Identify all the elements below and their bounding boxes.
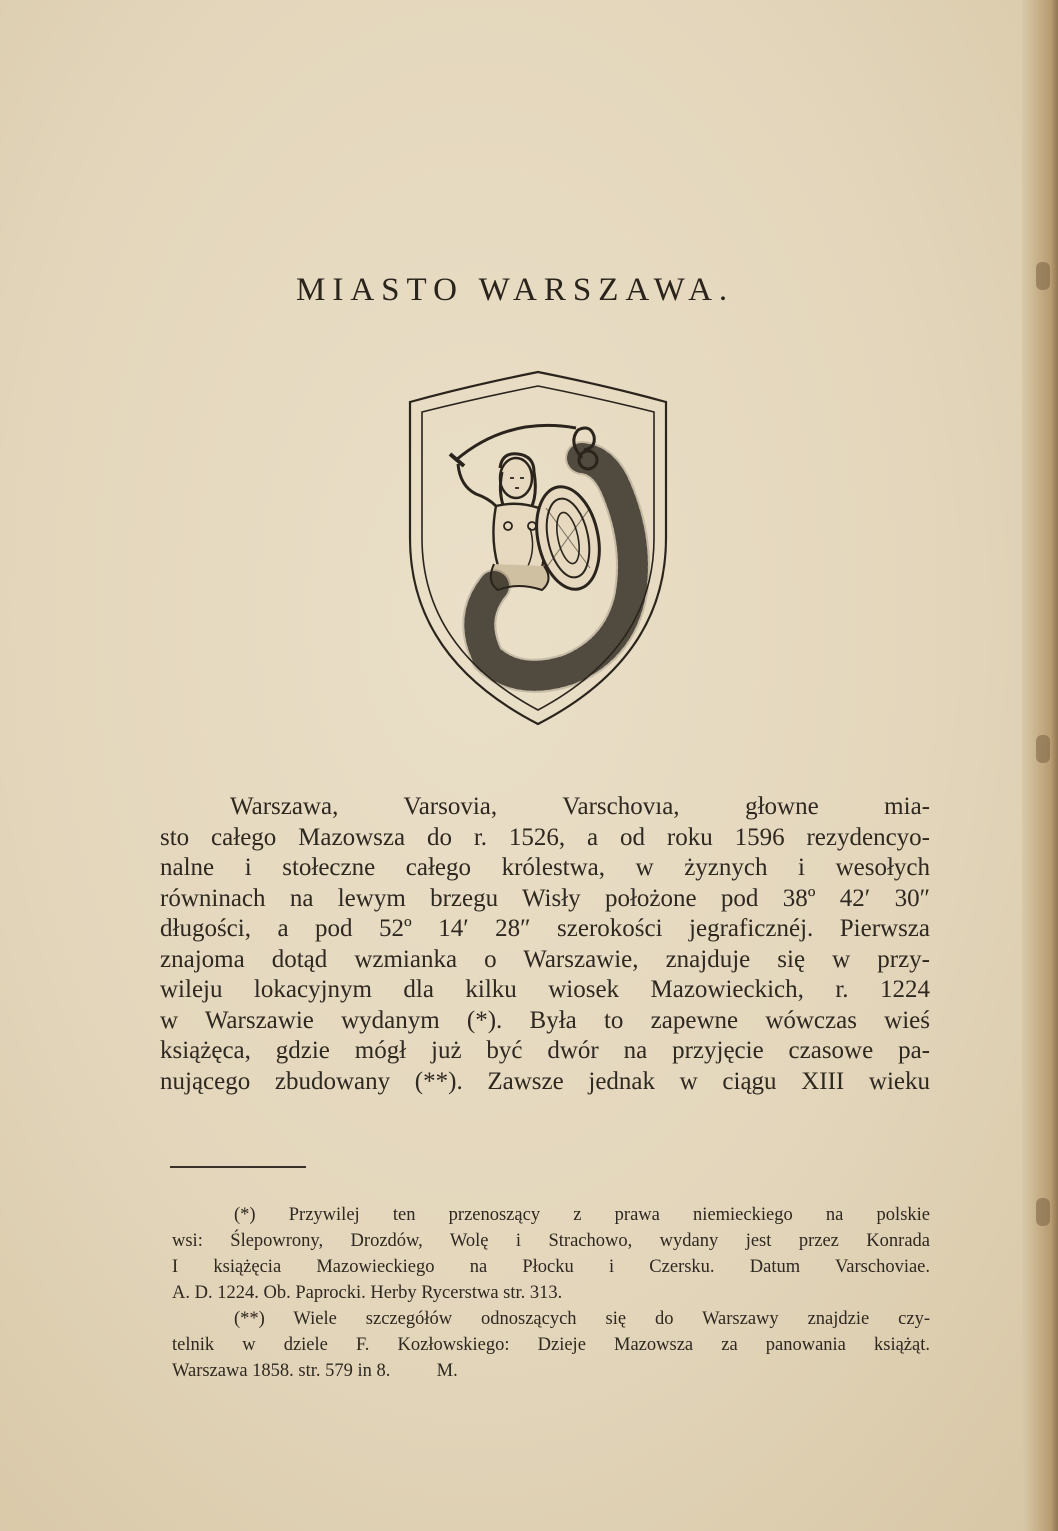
page-title: MIASTO WARSZAWA. [296,272,735,308]
footnote-line: (**) Wiele szczegółów odnoszących się do Warszawy znajdzie czy- [234,1309,930,1329]
book-gutter [1022,0,1058,1531]
footnote-line: wsi: Ślepowrony, Drozdów, Wolę i Strachowo, wydany jest przez Konrada [172,1231,930,1251]
footnote-line: I książęcia Mazowieckiego na Płocku i Czersku. Datum Varschoviae. [172,1257,930,1277]
binding-stitch [1036,735,1050,763]
body-line: nalne i stołeczne całego królestwa, w żyznych i wesołych [160,854,930,881]
footnote-divider [170,1166,306,1168]
footnote-line: (*) Przywilej ten przenoszący z prawa niemieckiego na polskie [234,1205,930,1225]
body-line: książęca, gdzie mógł już być dwór na przyjęcie czasowe pa- [160,1037,930,1064]
footnote-line: telnik w dziele F. Kozłowskiego: Dzieje Mazowsza za panowania książąt. [172,1335,930,1355]
footnote-line: Warszawa 1858. str. 579 in 8. M. [172,1361,458,1381]
body-line: nującego zbudowany (**). Zawsze jednak w ciągu XIII wieku [160,1067,930,1095]
body-line: Warszawa, Varsovia, Varschovıa, głowne mia- [230,793,930,820]
body-line: w Warszawie wydanym (*). Była to zapewne wówczas wieś [160,1006,930,1034]
body-line: znajoma dotąd wzmianka o Warszawie, znajduje się w przy- [160,945,930,973]
body-line: wileju lokacyjnym dla kilku wiosek Mazowieckich, r. 1224 [160,976,930,1003]
binding-stitch [1036,262,1050,290]
body-line: sto całego Mazowsza do r. 1526, a od roku 1596 rezydencyo- [160,823,930,851]
footnote-line: A. D. 1224. Ob. Paprocki. Herby Rycerstwa str. 313. [172,1283,563,1303]
footnotes [172,1202,930,1384]
body-line: długości, a pod 52º 14′ 28″ szerokości jegraficznéj. Pierwsza [160,915,930,942]
body-line: równinach na lewym brzegu Wisły położone pod 38º 42′ 30″ [160,884,930,912]
warsaw-mermaid-coat-of-arms-icon [398,368,678,728]
body-paragraph [160,792,930,1097]
binding-stitch [1036,1198,1050,1226]
